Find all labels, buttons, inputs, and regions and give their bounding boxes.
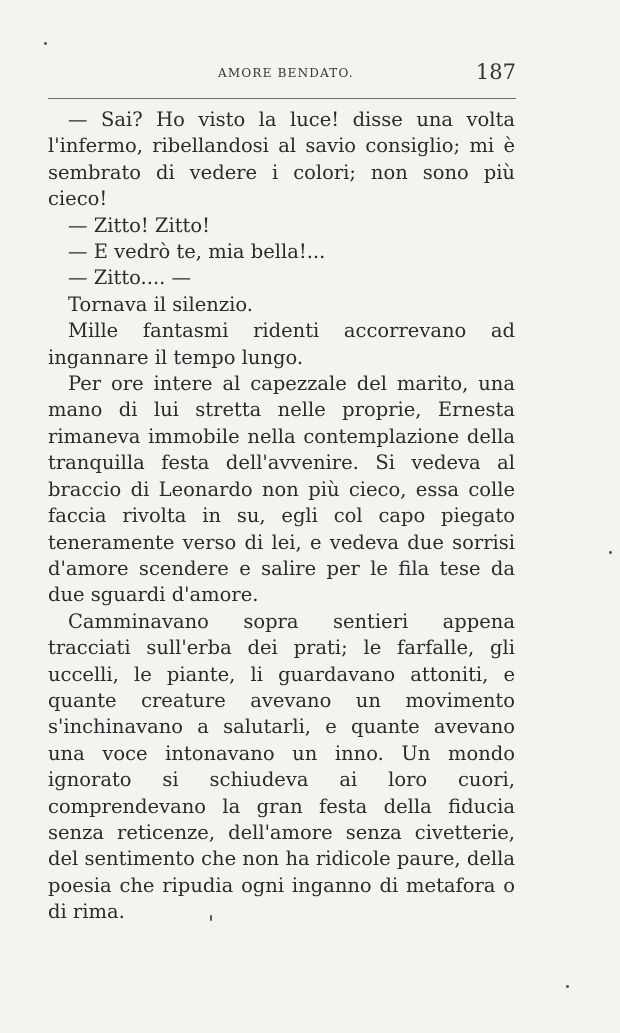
page-number: 187 bbox=[475, 60, 516, 84]
paper-speck bbox=[210, 915, 212, 921]
paragraph: — Zitto! Zitto! bbox=[68, 213, 210, 237]
page-header bbox=[48, 60, 516, 90]
paragraph: — Sai? Ho visto la luce! disse una volta l'infermo, ribellandosi al savio consiglio; mi è sembrato di vedere i colori; non sono più cieco! bbox=[48, 108, 515, 211]
header-rule bbox=[48, 98, 516, 99]
paper-speck bbox=[44, 42, 47, 45]
paragraph: Tornava il silenzio. bbox=[68, 292, 253, 316]
running-title: AMORE BENDATO. bbox=[218, 66, 354, 80]
paper-speck bbox=[609, 551, 612, 554]
body-text bbox=[48, 107, 515, 926]
paper-speck bbox=[566, 985, 569, 988]
paragraph: — E vedrò te, mia bella!... bbox=[68, 240, 326, 264]
paragraph: Camminavano sopra sentieri appena tracciati sull'erba dei prati; le farfalle, gli uccelli, le piante, li guardavano attoniti, e quante creature avevano un movimento s'inchinavano a salutarli, e quante avevano una voce intonavano un inno. Un mondo ignorato si schiudeva ai loro cuori, comprendevano la gran festa della fiducia senza reticenze, dell'amore senza civetterie, del sentimento che non ha ridicole paure, della poesia che ripudia ogni inganno di metafora o di rima. bbox=[48, 609, 515, 924]
paragraph: — Zitto.... — bbox=[68, 266, 192, 290]
paragraph: Per ore intere al capezzale del marito, una mano di lui stretta nelle proprie, Ernesta rimaneva immobile nella contemplazione della tranquilla festa dell'avvenire. Si vedeva al braccio di Leonardo non più cieco, essa colle faccia rivolta in su, egli col capo piegato teneramente verso di lei, e vedeva due sorrisi d'amore scendere e salire per le fila tese da due sguardi d'amore. bbox=[48, 372, 515, 607]
paragraph: Mille fantasmi ridenti accorrevano ad ingannare il tempo lungo. bbox=[48, 319, 515, 369]
